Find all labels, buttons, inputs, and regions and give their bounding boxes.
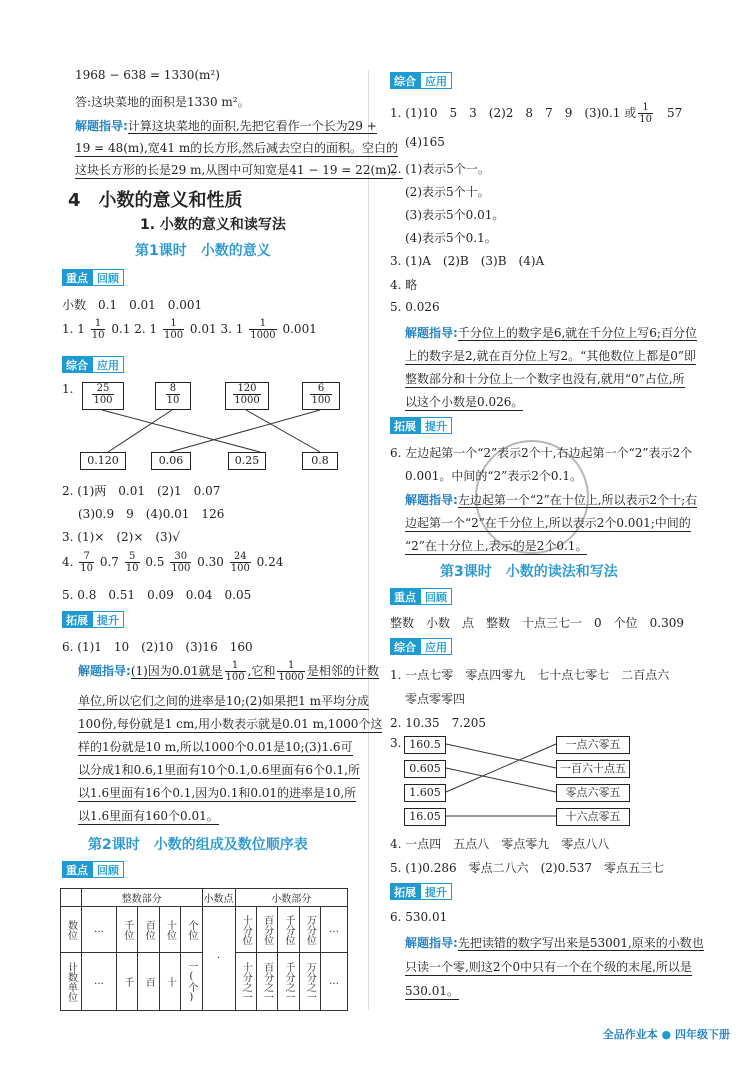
tag-key: 重点 [390, 588, 420, 605]
answer-line: 答:这块菜地的面积是1330 m²。 [75, 95, 250, 109]
num: 0.1 [111, 322, 131, 336]
den: 100 [163, 330, 184, 341]
tag-improve: 提升 [92, 611, 124, 628]
num: 1 [225, 660, 246, 672]
den: 100 [171, 563, 191, 574]
answer-line: (2)表示5个十。 [405, 185, 490, 199]
num: 30 [170, 551, 191, 563]
match-left-box: 1.605 [404, 784, 446, 802]
digit-cell: 个位 [181, 907, 202, 953]
match-bottom-box: 0.06 [151, 452, 191, 470]
tag-key-review [62, 861, 124, 878]
match-line [446, 744, 556, 792]
answer-line: (4)165 [405, 135, 445, 149]
den: 10 [639, 114, 652, 125]
tag-extend: 拓展 [62, 611, 92, 628]
tag-apply: 应用 [420, 638, 452, 655]
num: 0.001 [282, 322, 317, 336]
match-bottom-box: 0.25 [228, 452, 266, 470]
answer-line: 5. 0.026 [390, 300, 440, 314]
unit-cell: 百分之一 [256, 953, 277, 1011]
num: 0.7 [99, 555, 119, 569]
num: 1 [235, 322, 244, 336]
den: 10 [80, 563, 94, 574]
chapter-number: 4 [68, 190, 81, 211]
num: 2. [134, 322, 146, 336]
num: 5 [125, 551, 140, 563]
match-right-box: 零点六零五 [556, 784, 630, 802]
num: 8 [166, 383, 181, 395]
hint-text: “2”在十分位上,表示的是2个0.1。 [405, 539, 588, 553]
hint-text: 以1.6里面有16个0.1,因为0.1和0.01的进率是10,所 [78, 786, 357, 800]
hint-label: 解题指导: [405, 936, 458, 950]
tag-review: 回顾 [92, 269, 124, 286]
den: 1000 [234, 395, 260, 406]
tag-comprehensive: 综合 [390, 72, 420, 89]
tag-apply: 应用 [420, 72, 452, 89]
hint-text: 先把读错的数字写出来是53001,原来的小数也 [457, 936, 704, 950]
digit-cell: 百位 [138, 907, 159, 953]
match-line [446, 744, 556, 768]
answer-line: 3. (1)A (2)B (3)B (4)A [390, 254, 545, 268]
q1-label: 1. [62, 382, 74, 396]
answer-line: 3. (1)× (2)× (3)√ [62, 530, 181, 544]
num: 1 [163, 318, 184, 330]
tag-key: 重点 [62, 269, 92, 286]
digit-cell: 十分位 [235, 907, 256, 953]
ellipsis: … [82, 953, 117, 1011]
dec-part-header: 小数部分 [235, 889, 348, 907]
digit-cell: 十位 [159, 907, 180, 953]
unit-cell: 十 [159, 953, 180, 1011]
hint-text: 以分成1和0.6,1里面有10个0.1,0.6里面有6个0.1,所 [78, 763, 360, 777]
bullet-icon: ● [661, 1028, 672, 1041]
digit-cell: 百分位 [256, 907, 277, 953]
den: 10 [125, 563, 139, 574]
num: 0.01 [189, 322, 217, 336]
lesson-title: 第2课时 小数的组成及数位顺序表 [88, 837, 308, 853]
lesson-title: 第1课时 小数的意义 [135, 243, 271, 259]
num: 7 [79, 551, 94, 563]
match-bottom-box: 0.8 [302, 452, 338, 470]
answer-line: (4)表示5个0.1。 [405, 231, 497, 245]
answer-line: 5. 0.8 0.51 0.09 0.04 0.05 [62, 588, 252, 602]
unit-cell: 百 [138, 953, 159, 1011]
den: 100 [225, 672, 245, 683]
tag-comprehensive: 综合 [390, 638, 420, 655]
match-bottom-box: 0.120 [80, 452, 126, 470]
unit-cell: 千 [117, 953, 138, 1011]
tag-comprehensive: 综合 [62, 356, 92, 373]
num: 1 [249, 318, 276, 330]
num: 0.5 [145, 555, 165, 569]
hint-text: 以1.6里面有160个0.01。 [78, 809, 219, 823]
hint-text: 边起第一个“2”在千分位上,所以表示2个0.001;中间的 [405, 516, 691, 530]
hint-label: 解题指导: [78, 664, 131, 678]
hint-text: 530.01。 [405, 984, 459, 998]
hint-label: 解题指导: [405, 493, 458, 507]
answer-line: 1. 一点七零 零点四零九 七十点七零七 二百点六 [390, 668, 670, 682]
tag-extend [390, 883, 452, 900]
den: 100 [311, 395, 331, 406]
hint-text: 上的数字是2,就在百分位上写2。“其他数位上都是0”即 [405, 349, 696, 363]
point-header: 小数点 [202, 889, 235, 907]
num: 1 [77, 322, 85, 336]
num: 1 [638, 102, 653, 114]
match-right-box: 一点六零五 [556, 736, 630, 754]
hint-text: 千分位上的数字是6,就在千分位上写6;百分位 [457, 326, 697, 340]
tag-improve: 提升 [420, 417, 452, 434]
ellipsis: … [321, 907, 348, 953]
tag-review: 回顾 [92, 861, 124, 878]
hint-text: 单位,所以它们之间的进率是10;(2)如果把1 m平均分成 [78, 694, 369, 708]
answer-line: 6. 左边起第一个“2”表示2个十,右边起第一个“2”表示2个 [390, 446, 693, 460]
match-left-box: 160.5 [404, 736, 446, 754]
num: 3. [220, 322, 232, 336]
grade-label: 四年级下册 [675, 1028, 730, 1041]
answer-line: 2. (1)两 0.01 (2)1 0.07 [62, 484, 221, 498]
num: 24 [230, 551, 251, 563]
decimal-point: · [202, 907, 235, 1011]
num: 1 [91, 318, 106, 330]
hint-line [405, 934, 704, 951]
hint-text: 以这个小数是0.026。 [405, 395, 524, 409]
hint-text: ,它和 [247, 664, 276, 678]
match-left-box: 0.605 [404, 760, 446, 778]
answer-line: (3)表示5个0.01。 [405, 208, 505, 222]
num: 120 [233, 383, 260, 395]
int-part-header: 整数部分 [82, 889, 203, 907]
unit-cell: 十分之一 [235, 953, 256, 1011]
den: 100 [230, 563, 250, 574]
answer-line: 小数 0.1 0.01 0.001 [62, 298, 203, 312]
hint-text: 整数部分和十分位上一个数字也没有,就用“0”占位,所 [405, 372, 685, 386]
match-right-box: 一百六十点五 [556, 760, 630, 778]
answer-text: 1. (1)10 5 3 (2)2 8 7 9 (3)0.1 或 [390, 106, 637, 120]
hint-text: 是相邻的计数 [306, 664, 379, 678]
corner-cell [61, 889, 82, 907]
digit-cell: 万分位 [299, 907, 320, 953]
den: 1000 [278, 672, 304, 683]
hint-text: (1)因为0.01就是 [130, 664, 223, 678]
answer-line: 整数 小数 点 整数 十点三七一 0 个位 0.309 [390, 616, 684, 630]
section-title: 1. 小数的意义和读写法 [140, 217, 286, 233]
num: 6 [310, 383, 331, 395]
answer-line: 0.001。中间的“2”表示2个0.1。 [405, 469, 582, 483]
num: 1 [149, 322, 158, 336]
answer-line: 4. 一点四 五点八 零点零九 零点八八 [390, 837, 610, 851]
row-head-unit: 计数单位 [61, 953, 82, 1011]
tag-apply: 应用 [92, 356, 124, 373]
hint-text: 100份,每份就是1 cm,用小数表示就是0.01 m,1000个这 [78, 717, 383, 731]
den: 100 [93, 395, 113, 406]
footer [603, 1026, 730, 1042]
num: 25 [92, 383, 113, 395]
s3-label: 3. [390, 736, 402, 750]
den: 10 [91, 330, 105, 341]
ellipsis: … [82, 907, 117, 953]
den: 10 [166, 395, 180, 406]
chapter-title: 小数的意义和性质 [98, 190, 243, 211]
unit-cell: 一(个) [181, 953, 202, 1011]
lesson-title: 第3课时 小数的读法和写法 [440, 564, 618, 580]
hint-text: 计算这块菜地的面积,先把它看作一个长为29 + [127, 119, 377, 133]
den: 1000 [250, 330, 276, 341]
tag-review: 回顾 [420, 588, 452, 605]
hint-label: 解题指导: [75, 119, 128, 133]
tag-key: 重点 [62, 861, 92, 878]
answer-line: 5. (1)0.286 零点二八六 (2)0.537 零点五三七 [390, 861, 664, 875]
tag-improve: 提升 [420, 883, 452, 900]
row-head-digit: 数位 [61, 907, 82, 953]
match-left-box: 16.05 [404, 808, 446, 826]
answer-line: 2. 10.35 7.205 [390, 716, 486, 730]
brand-name: 全品作业本 [602, 1028, 658, 1041]
answer-line: 4. 略 [390, 278, 418, 292]
num: 4. [62, 555, 74, 569]
ellipsis: … [321, 953, 348, 1011]
num: 1. [62, 322, 74, 336]
num: 1 [277, 660, 304, 672]
hint-text: 左边起第一个“2”在十位上,所以表示2个十;右 [457, 493, 698, 507]
tag-extend: 拓展 [390, 417, 420, 434]
answer-line: 零点零零四 [405, 692, 466, 706]
digit-cell: 千位 [117, 907, 138, 953]
hint-text: 这块长方形的长是29 m,从图中可知宽是41 − 19 = 22(m)。 [75, 163, 404, 177]
hint-text: 样的1份就是10 m,所以1000个0.01是10;(3)1.6可 [78, 740, 353, 754]
match-right-box: 十六点零五 [556, 808, 630, 826]
answer-line: (3)0.9 9 (4)0.01 126 [78, 507, 225, 521]
answer-line: 6. 530.01 [390, 910, 448, 924]
num: 0.24 [256, 555, 284, 569]
calc-line: 1968 − 638 = 1330(m²) [75, 68, 220, 82]
digit-cell: 千分位 [278, 907, 299, 953]
hint-label: 解题指导: [405, 326, 458, 340]
match-line [446, 768, 556, 792]
tag-extend: 拓展 [390, 883, 420, 900]
answer-text: 57 [667, 106, 683, 120]
unit-cell: 万分之一 [299, 953, 320, 1011]
answer-line: 2. (1)表示5个一。 [390, 162, 490, 176]
place-value-table [60, 888, 348, 1011]
hint-text: 只读一个零,则这2个0中只有一个在个级的末尾,所以是 [405, 960, 692, 974]
answer-line: 6. (1)1 10 (2)10 (3)16 160 [62, 640, 253, 654]
hint-text: 19 = 48(m),宽41 m的长方形,然后减去空白的面积。空白的 [75, 141, 399, 155]
unit-cell: 千分之一 [278, 953, 299, 1011]
num: 0.30 [197, 555, 224, 569]
